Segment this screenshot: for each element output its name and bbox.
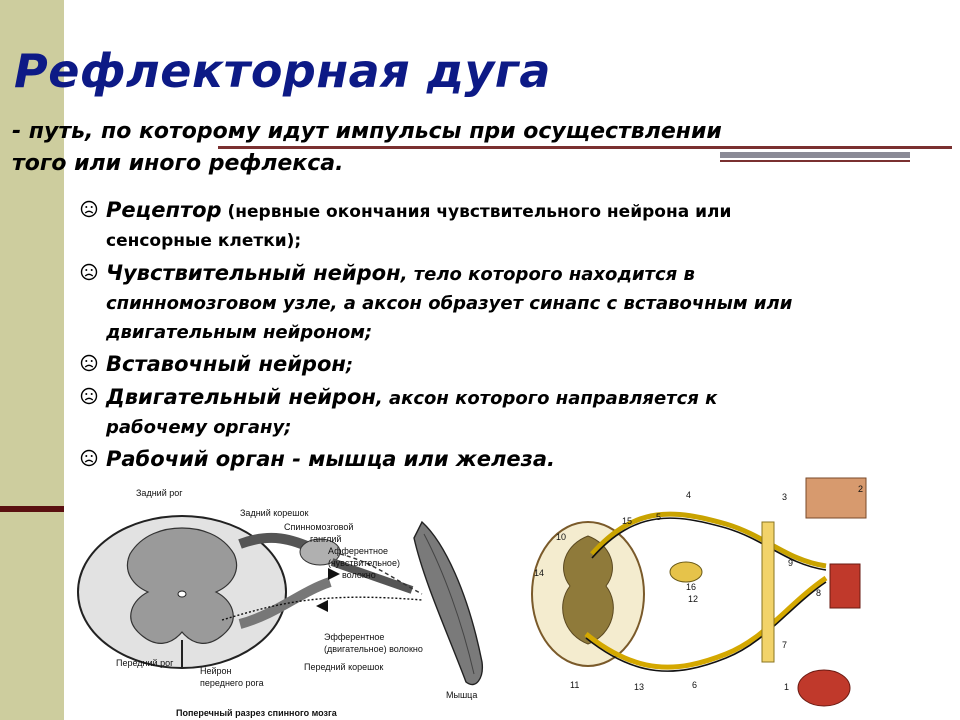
afferent-arrow-icon — [328, 568, 340, 580]
central-canal — [178, 591, 186, 597]
item-desc: (нервные окончания чувствительного нейрона или — [221, 202, 732, 222]
label-neuron-2: переднего рога — [200, 678, 264, 688]
spinal-ganglion — [670, 562, 702, 582]
spinal-cord-cross-section-figure — [72, 482, 492, 720]
number-label: 10 — [556, 532, 567, 542]
reflex-arc-diagram-figure — [526, 474, 870, 720]
figure-caption: Поперечный разрез спинного мозга — [176, 708, 337, 718]
efferent-arrow-icon — [316, 600, 328, 612]
number-label: 2 — [858, 484, 864, 494]
gland — [798, 670, 850, 706]
label-posterior-root: Задний корешок — [240, 508, 309, 518]
label-posterior-horn: Задний рог — [136, 488, 183, 498]
frown-face-bullet-icon — [80, 387, 98, 405]
subtitle-line-2: того или иного рефлекса. — [12, 151, 344, 176]
title-underline-accent — [720, 152, 910, 158]
frown-face-bullet-icon — [80, 200, 98, 218]
number-label: 9 — [788, 558, 794, 568]
list-item — [80, 445, 950, 475]
muscle-block — [830, 564, 860, 608]
item-term: Вставочный нейрон — [106, 352, 346, 376]
number-label: 6 — [692, 680, 698, 690]
frown-face-bullet-icon — [80, 449, 98, 467]
item-desc: , аксон которого направляется к — [375, 388, 718, 409]
list-item — [80, 383, 950, 442]
number-label: 13 — [634, 682, 645, 692]
slide-title: Рефлекторная дуга — [14, 44, 551, 98]
sidebar-band — [0, 0, 64, 720]
number-label: 4 — [686, 490, 692, 500]
skin-patch — [806, 478, 866, 518]
item-desc: рабочему органу; — [106, 417, 292, 438]
sympathetic-trunk — [762, 522, 774, 662]
item-term: Рецептор — [106, 198, 222, 222]
number-label: 12 — [688, 594, 699, 604]
item-desc: ; — [345, 355, 354, 376]
label-afferent-3: волокно — [342, 570, 376, 580]
list-item — [80, 196, 950, 256]
label-anterior-horn: Передний рог — [116, 658, 174, 668]
title-underline-accent-thin — [720, 160, 910, 162]
number-label: 7 — [782, 640, 788, 650]
number-label: 16 — [686, 582, 697, 592]
list-item — [80, 350, 950, 380]
number-label: 3 — [782, 492, 788, 502]
number-label: 5 — [656, 512, 662, 522]
muscle-shape — [414, 522, 482, 685]
label-muscle: Мышца — [446, 690, 478, 700]
label-efferent-1: Эфферентное — [324, 632, 385, 642]
number-label: 8 — [816, 588, 822, 598]
subtitle-line-1: - путь, по которому идут импульсы при осуществлении — [12, 119, 722, 144]
grey-matter — [127, 528, 236, 643]
list-item — [80, 259, 950, 347]
item-desc: , тело которого находится в — [400, 264, 695, 285]
label-anterior-root: Передний корешок — [304, 662, 384, 672]
label-ganglion-2: ганглий — [310, 534, 342, 544]
item-desc: двигательным нейроном; — [106, 322, 373, 343]
label-neuron-1: Нейрон — [200, 666, 232, 676]
number-label: 15 — [622, 516, 633, 526]
number-label: 11 — [570, 680, 580, 690]
item-desc: спинномозговом узле, а аксон образует синапс с вставочным или — [106, 293, 793, 314]
label-efferent-2: (двигательное) волокно — [324, 644, 423, 654]
number-label: 1 — [784, 682, 790, 692]
frown-face-bullet-icon — [80, 354, 98, 372]
item-desc: сенсорные клетки); — [106, 231, 302, 251]
label-afferent-2: (чувствительное) — [328, 558, 400, 568]
item-term: Двигательный нейрон — [106, 385, 376, 409]
sidebar-divider — [0, 506, 64, 512]
reflex-arc-components-list — [80, 196, 950, 478]
label-afferent-1: Афферентное — [328, 546, 389, 556]
item-term: Чувствительный нейрон — [106, 261, 401, 285]
title-underline — [218, 146, 952, 149]
label-ganglion-1: Спинномозговой — [284, 522, 354, 532]
number-label: 14 — [534, 568, 545, 578]
grey-matter-butterfly — [563, 536, 614, 644]
frown-face-bullet-icon — [80, 263, 98, 281]
item-term: Рабочий орган - мышца или железа. — [106, 447, 555, 471]
